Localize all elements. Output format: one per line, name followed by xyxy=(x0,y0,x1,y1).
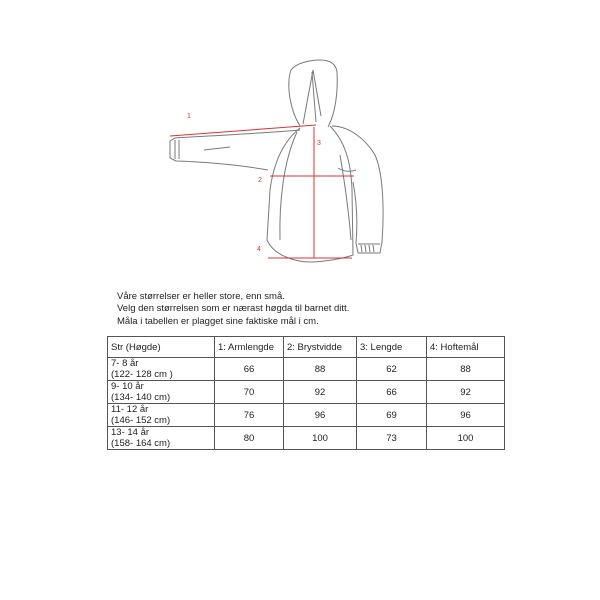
size-chart-table xyxy=(107,336,505,450)
marker-2: 2 xyxy=(258,177,262,184)
marker-3: 3 xyxy=(317,140,321,147)
size-label: 9- 10 år xyxy=(111,381,144,392)
armlength-value: 66 xyxy=(215,358,284,381)
chest-width-value: 92 xyxy=(284,381,357,404)
chest-width-value: 100 xyxy=(284,427,357,450)
size-label: 7- 8 år xyxy=(111,358,139,369)
measurement-lines xyxy=(170,125,354,258)
table-row xyxy=(108,358,505,381)
armlength-value: 70 xyxy=(215,381,284,404)
size-cell xyxy=(108,358,215,381)
table-row xyxy=(108,404,505,427)
header-size: Str (Høgde) xyxy=(108,337,215,358)
size-label: 11- 12 år xyxy=(111,404,149,415)
size-cell xyxy=(108,404,215,427)
hip-value: 88 xyxy=(427,358,505,381)
length-value: 69 xyxy=(357,404,427,427)
hip-value: 92 xyxy=(427,381,505,404)
table-row xyxy=(108,427,505,450)
note-line: Velg den størrelsen som er nærast høgda til barnet ditt. xyxy=(117,303,350,315)
hip-value: 100 xyxy=(427,427,505,450)
length-value: 66 xyxy=(357,381,427,404)
table-header-row xyxy=(108,337,505,358)
armlength-value: 76 xyxy=(215,404,284,427)
length-value: 62 xyxy=(357,358,427,381)
jacket-outline xyxy=(170,60,383,262)
height-range: (146- 152 cm) xyxy=(111,415,171,426)
table-row xyxy=(108,381,505,404)
header-armlength: 1: Armlengde xyxy=(215,337,284,358)
marker-1: 1 xyxy=(187,113,191,120)
chest-width-value: 88 xyxy=(284,358,357,381)
header-chest-width: 2: Brystvidde xyxy=(284,337,357,358)
header-length: 3: Lengde xyxy=(357,337,427,358)
header-hip: 4: Hoftemål xyxy=(427,337,505,358)
height-range: (122- 128 cm ) xyxy=(111,369,173,380)
hip-value: 96 xyxy=(427,404,505,427)
size-label: 13- 14 år xyxy=(111,427,150,438)
chest-width-value: 96 xyxy=(284,404,357,427)
size-cell xyxy=(108,381,215,404)
length-value: 73 xyxy=(357,427,427,450)
marker-4: 4 xyxy=(257,246,261,253)
height-range: (134- 140 cm) xyxy=(111,392,171,403)
armlength-value: 80 xyxy=(215,427,284,450)
height-range: (158- 164 cm) xyxy=(111,438,171,449)
note-line: Måla i tabellen er plagget sine faktiske mål i cm. xyxy=(117,315,319,327)
note-line: Våre størrelser er heller store, enn små. xyxy=(117,291,285,302)
size-cell xyxy=(108,427,215,450)
size-notes xyxy=(117,291,349,328)
